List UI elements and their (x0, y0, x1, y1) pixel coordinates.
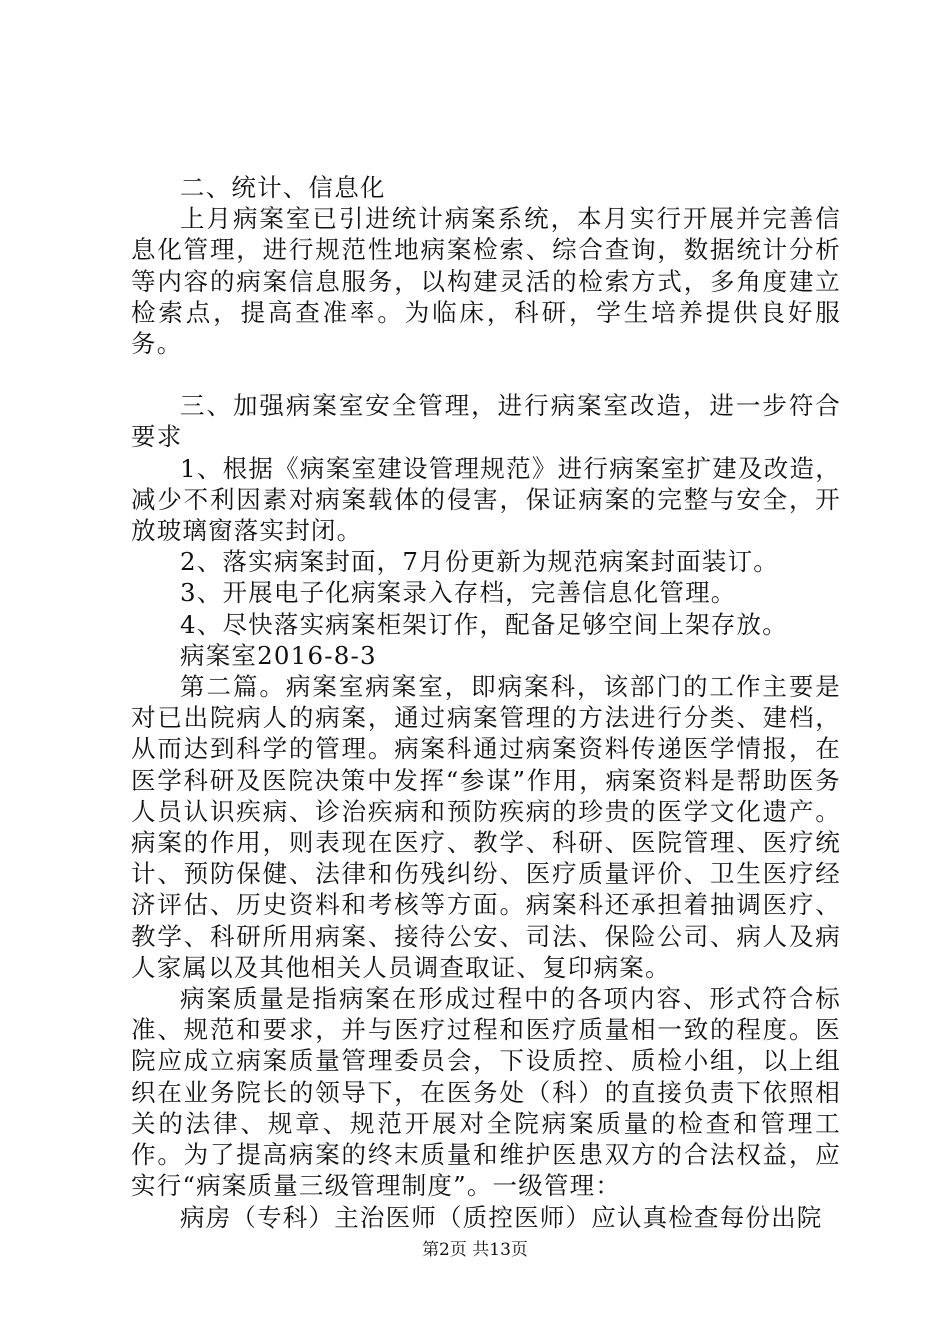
signature-date: 病案室2016-8-3 (180, 640, 377, 670)
list-item-electronic-archive: 3、开展电子化病案录入存档，完善信息化管理。 (180, 578, 737, 608)
document-body (131, 172, 841, 1233)
paragraph-statistics-system: 上月病案室已引进统计病案系统，本月实行开展并完善信息化管理，进行规范性地病案检索、综合查询，数据统计分析等内容的病案信息服务，以构建灵活的检索方式，多角度建立检索点，提高查准率。为临床，科研，学生培养提供良好服务。 (131, 204, 841, 359)
list-item-renovation: 1、根据《病案室建设管理规范》进行病案室扩建及改造，减少不利因素对病案载体的侵害，保证病案的完整与安全，开放玻璃窗落实封闭。 (131, 453, 841, 546)
section-heading-statistics: 二、统计、信息化 (180, 173, 386, 202)
paragraph-attending-physician: 病房（专科）主治医师（质控医师）应认真检查每份出院 (180, 1202, 823, 1232)
paragraph-record-quality: 病案质量是指病案在形成过程中的各项内容、形式符合标准、规范和要求，并与医疗过程和医疗质量相一致的程度。医院应成立病案质量管理委员会，下设质控、质检小组，以上组织在业务院长的领导下，在医务处（科）的直接负责下依照相关的法律、规章、规范开展对全院病案质量的检查和管理工作。为了提高病案的终末质量和维护医患双方的合法权益，应实行“病案质量三级管理制度”。一级管理： (131, 984, 841, 1201)
list-item-cabinet: 4、尽快落实病案柜架订作，配备足够空间上架存放。 (180, 609, 788, 639)
page-number-footer: 第2页 共13页 (422, 1240, 528, 1260)
list-item-cover: 2、落实病案封面，7月份更新为规范病案封面装订。 (180, 547, 779, 577)
paragraph-second-article: 第二篇。病案室病案室，即病案科，该部门的工作主要是对已出院病人的病案，通过病案管理的方法进行分类、建档，从而达到科学的管理。病案科通过病案资料传递医学情报，在医学科研及医院决策中发挥“参谋”作用，病案资料是帮助医务人员认识疾病、诊治疾病和预防疾病的珍贵的医学文化遗产。病案的作用，则表现在医疗、教学、科研、医院管理、医疗统计、预防保健、法律和伤残纠纷、医疗质量评价、卫生医疗经济评估、历史资料和考核等方面。病案科还承担着抽调医疗、教学、科研所用病案、接待公安、司法、保险公司、病人及病人家属以及其他相关人员调查取证、复印病案。 (131, 672, 841, 982)
section-heading-security: 三、加强病案室安全管理，进行病案室改造，进一步符合要求 (131, 391, 841, 452)
